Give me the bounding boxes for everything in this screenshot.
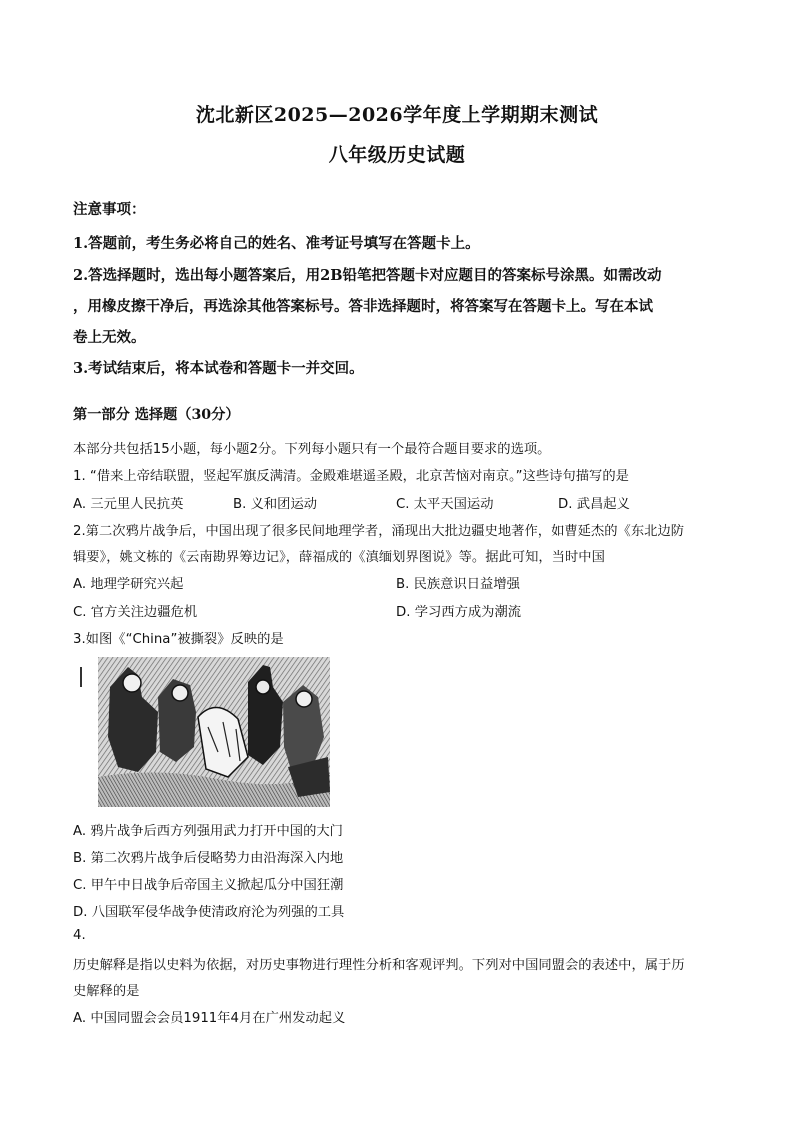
notice-item-2-line-1: 2.答选择题时，选出每小题答案后，用2B铅笔把答题卡对应题目的答案标号涂黑。如需改动 xyxy=(73,267,662,284)
q4-number: 4. xyxy=(73,928,86,943)
q1-option-c: C. 太平天国运动 xyxy=(396,497,494,512)
q3-option-d: D. 八国联军侵华战争使清政府沦为列强的工具 xyxy=(73,905,345,920)
q3-option-b: B. 第二次鸦片战争后侵略势力由沿海深入内地 xyxy=(73,851,344,866)
margin-mark xyxy=(80,667,82,687)
notice-item-1: 1.答题前，考生务必将自己的姓名、准考证号填写在答题卡上。 xyxy=(73,235,480,252)
q1-option-d: D. 武昌起义 xyxy=(558,497,630,512)
notice-item-2-line-2: ，用橡皮擦干净后，再选涂其他答案标号。答非选择题时，将答案写在答题卡上。写在本试 xyxy=(73,298,653,315)
q2-stem-line-2: 辑要》，姚文栋的《云南勘界筹边记》，薛福成的《滇缅划界图说》等。据此可知，当时中国 xyxy=(73,550,605,565)
q2-stem-line-1: 2.第二次鸦片战争后，中国出现了很多民间地理学者，涌现出大批边疆史地著作，如曹延杰的《东北边防 xyxy=(73,524,685,539)
q1-stem: 1. “借来上帝结联盟，竖起军旗反满清。金殿难堪遥圣殿，北京苦恼对南京。”这些诗句描写的是 xyxy=(73,469,629,484)
section-heading: 第一部分 选择题（30分） xyxy=(73,407,240,423)
exam-subtitle: 八年级历史试题 xyxy=(328,144,466,166)
section-instruction: 本部分共包括15小题，每小题2分。下列每小题只有一个最符合题目要求的选项。 xyxy=(73,442,551,457)
notice-heading: 注意事项： xyxy=(73,201,146,218)
q3-stem: 3.如图《“China”被撕裂》反映的是 xyxy=(73,632,284,647)
q4-stem-line-2: 史解释的是 xyxy=(73,984,140,999)
q3-option-c: C. 甲午中日战争后帝国主义掀起瓜分中国狂潮 xyxy=(73,878,344,893)
q2-option-c: C. 官方关注边疆危机 xyxy=(73,605,198,620)
exam-title: 沈北新区2025—2026学年度上学期期末测试 xyxy=(195,104,599,126)
q3-option-a: A. 鸦片战争后西方列强用武力打开中国的大门 xyxy=(73,824,343,839)
q1-option-a: A. 三元里人民抗英 xyxy=(73,497,184,512)
china-torn-cartoon-image xyxy=(98,657,330,807)
q4-option-a: A. 中国同盟会会员1911年4月在广州发动起义 xyxy=(73,1011,346,1026)
q4-stem-line-1: 历史解释是指以史料为依据，对历史事物进行理性分析和客观评判。下列对中国同盟会的表述中，属于历 xyxy=(73,958,685,973)
q1-option-b: B. 义和团运动 xyxy=(233,497,318,512)
notice-item-3: 3.考试结束后，将本试卷和答题卡一并交回。 xyxy=(73,360,364,377)
q2-option-b: B. 民族意识日益增强 xyxy=(396,577,520,592)
q2-option-d: D. 学习西方成为潮流 xyxy=(396,605,522,620)
notice-item-2-line-3: 卷上无效。 xyxy=(73,329,146,346)
q2-option-a: A. 地理学研究兴起 xyxy=(73,577,184,592)
